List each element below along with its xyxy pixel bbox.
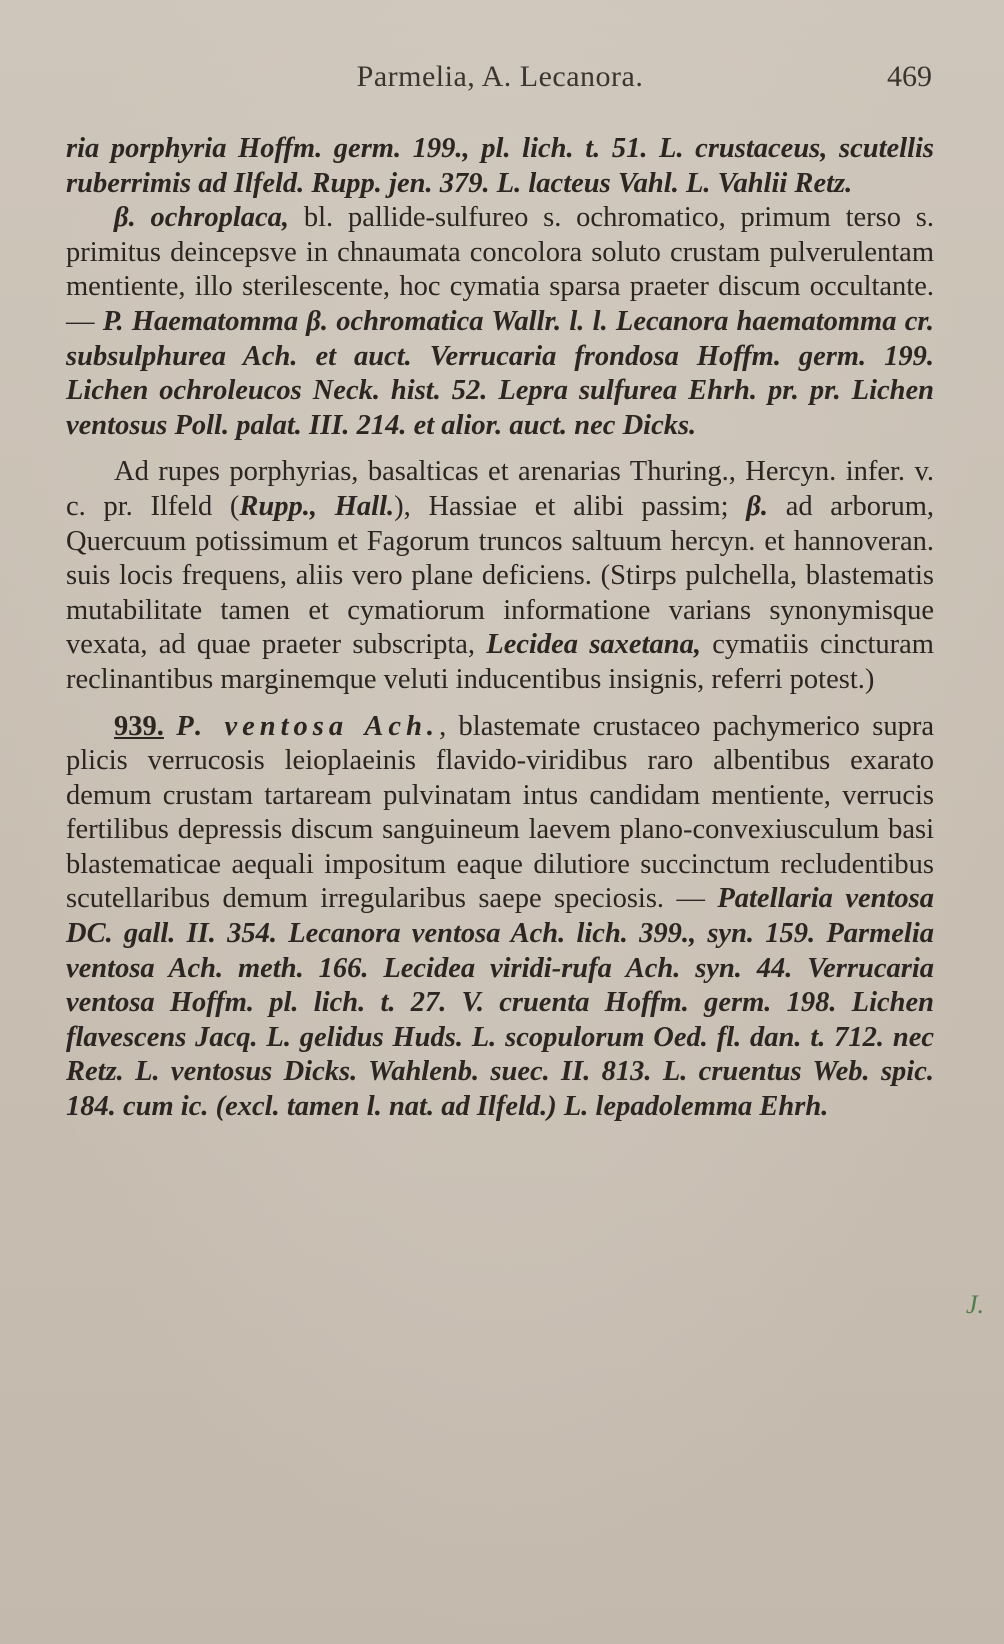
species-name: P. ventosa Ach. [176,710,440,742]
habitat-text-1: Ad rupes porphyrias, basalticas et arenarias Thuring., Hercyn. infer. v. c. pr. Ilfeld ( [66,456,934,522]
habitat-authors: Rupp., Hall. [239,490,395,522]
variety-name: β. ochroplaca, [114,202,290,234]
synonyms-text: ria porphyria Hoffm. germ. 199., pl. lich. t. 51. L. crustaceus, scutellis ruberrimis ad Ilfeld. Rupp. jen. 379. L. lacteus Vahl. L. Vahlii Retz. [66,133,934,199]
page-header [60,60,940,100]
habitat-taxon: Lecidea saxetana, [486,629,701,661]
variety-description: bl. pallide-sulfureo s. ochromatico, primum terso s. primitus deincepsve in chnaumata concolora soluto crustam pulverulentam mentiente, illo sterilescente, hoc cymatia sparsa praeter discum occultante. — [66,202,935,337]
habitat-text-3: ad arborum, Quercuum potissimum et Fagorum truncos saltuum hercyn. et hannoveran. suis locis frequens, aliis vero plane deficiens. (Stirps pulchella, blastematis mutabilitate tamen et cymatiorum informatione varians synonymisque vexata, ad quae praeter subscripta, [66,490,934,661]
paragraph-variety-beta [66,201,934,443]
habitat-beta: β. [746,490,768,522]
species-synonyms: Patellaria ventosa DC. gall. II. 354. Lecanora ventosa Ach. lich. 399., syn. 159. Parmelia ventosa Ach. meth. 166. Lecidea viridi-rufa Ach. syn. 44. Verrucaria ventosa Hoffm. pl. lich. t. 27. V. cruenta Hoffm. germ. 198. Lichen flavescens Jacq. L. gelidus Huds. L. scopulorum Oed. fl. dan. t. 712. nec Retz. L. ventosus Dicks. Wahlenb. suec. II. 813. L. cruentus Web. spic. 184. cum ic. (excl. tamen l. nat. ad Ilfeld.) L. lepadolemma Ehrh. [66,883,934,1123]
variety-synonyms: P. Haematomma β. ochromatica Wallr. l. l. Lecanora haematomma cr. subsulphurea Ach. et auct. Verrucaria frondosa Hoffm. germ. 199. Lichen ochroleucos Neck. hist. 52. Lepra sulfurea Ehrh. pr. pr. Lichen ventosus Poll. palat. III. 214. et alior. auct. nec Dicks. [66,305,934,441]
species-description: , blastemate crustaceo pachymerico supra plicis verrucosis leioplaeinis flavido-viridibus raro albentibus exarato demum crustam tartaream pulvinatam intus candidam mentiente, verrucis fertilibus depressis discum sanguineum laevem plano-convexiusculum basi blastematicae aequali impositum eaque dilutiore succinctum recludentibus scutellaribus demum irregularibus saepe speciosis. — [66,710,934,915]
page-number: 469 [887,60,932,93]
handwritten-margin-note: J. [966,1290,985,1319]
habitat-text-2: ), Hassiae et alibi passim; [394,490,747,522]
running-title: Parmelia, A. Lecanora. [356,60,644,93]
paragraph-species-939 [66,710,934,1125]
species-number: 939. [114,710,164,742]
paragraph-habitat [66,455,934,697]
habitat-text-4: cymatiis cincturam reclinantibus marginemque veluti inducentibus insignis, referri potest.) [66,629,934,695]
paragraph-synonyms-continued [66,132,934,201]
body-text [66,132,934,1125]
